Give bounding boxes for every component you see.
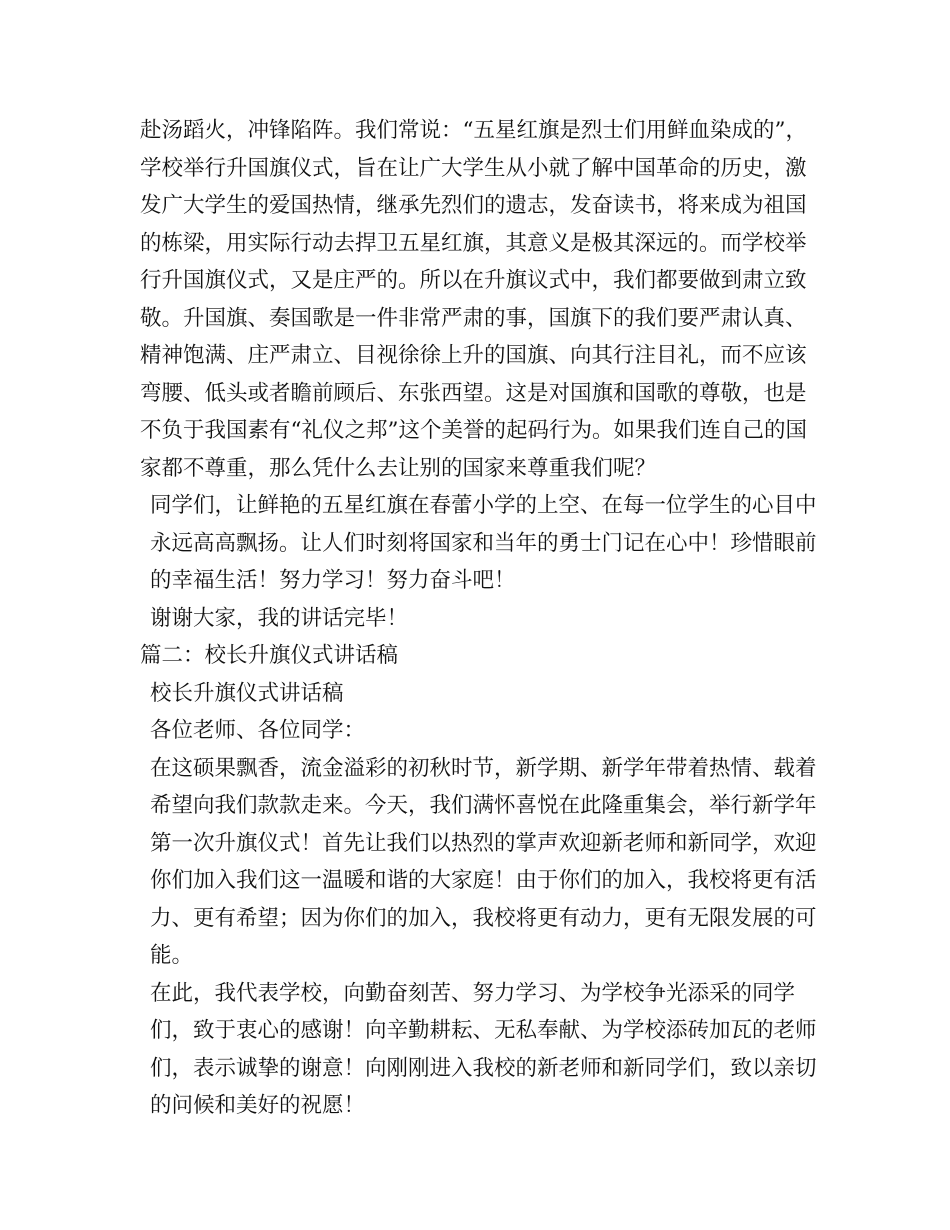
section-heading: 篇二：校长升旗仪式讲话稿 <box>140 643 399 668</box>
paragraph-flag-meaning: 赴汤蹈火，冲锋陷阵。我们常说：“五星红旗是烈士们用鲜血染成的”，学校举行升国旗仪式，旨在让广大学生从小就了解中国革命的历史，激发广大学生的爱国热情，继承先烈们的遗志，发奋读书，将来成为祖国的栋梁，用实际行动去捍卫五星红旗，其意义是极其深远的。而学校举行升国旗仪式，又是庄严的。所以在升旗议式中，我们都要做到肃立致敬。升国旗、奏国歌是一件非常严肃的事，国旗下的我们要严肃认真、精神饱满、庄严肃立、目视徐徐上升的国旗、向其行注目礼，而不应该弯腰、低头或者瞻前顾后、东张西望。这是对国旗和国歌的尊敬，也是不负于我国素有“礼仪之邦”这个美誉的起码行为。如果我们连自己的国家都不尊重，那么凭什么去让别的国家来尊重我们呢？ <box>140 118 807 481</box>
salutation: 各位老师、各位同学： <box>150 718 366 743</box>
paragraph-students-call: 同学们，让鲜艳的五星红旗在春蕾小学的上空、在每一位学生的心目中永远高高飘扬。让人们时刻将国家和当年的勇士门记在心中！珍惜眼前的幸福生活！努力学习！努力奋斗吧！ <box>150 493 817 593</box>
paragraph-gratitude: 在此，我代表学校，向勤奋刻苦、努力学习、为学校争光添采的同学们，致于衷心的感谢！向辛勤耕耘、无私奉献、为学校添砖加瓦的老师们，表示诚挚的谢意！向刚刚进入我校的新老师和新同学们，致以亲切的问候和美好的祝愿！ <box>150 980 817 1118</box>
paragraph-closing-thanks: 谢谢大家，我的讲话完毕！ <box>150 605 409 631</box>
paragraph-welcome: 在这硕果飘香，流金溢彩的初秋时节，新学期、新学年带着热情、载着希望向我们款款走来。今天，我们满怀喜悦在此隆重集会，举行新学年第一次升旗仪式！首先让我们以热烈的掌声欢迎新老师和新同学，欢迎你们加入我们这一温暖和谐的大家庭！由于你们的加入，我校将更有活力、更有希望；因为你们的加入，我校将更有动力，更有无限发展的可能。 <box>150 755 817 968</box>
document-body <box>140 112 820 1125</box>
speech-title: 校长升旗仪式讲话稿 <box>150 680 344 706</box>
